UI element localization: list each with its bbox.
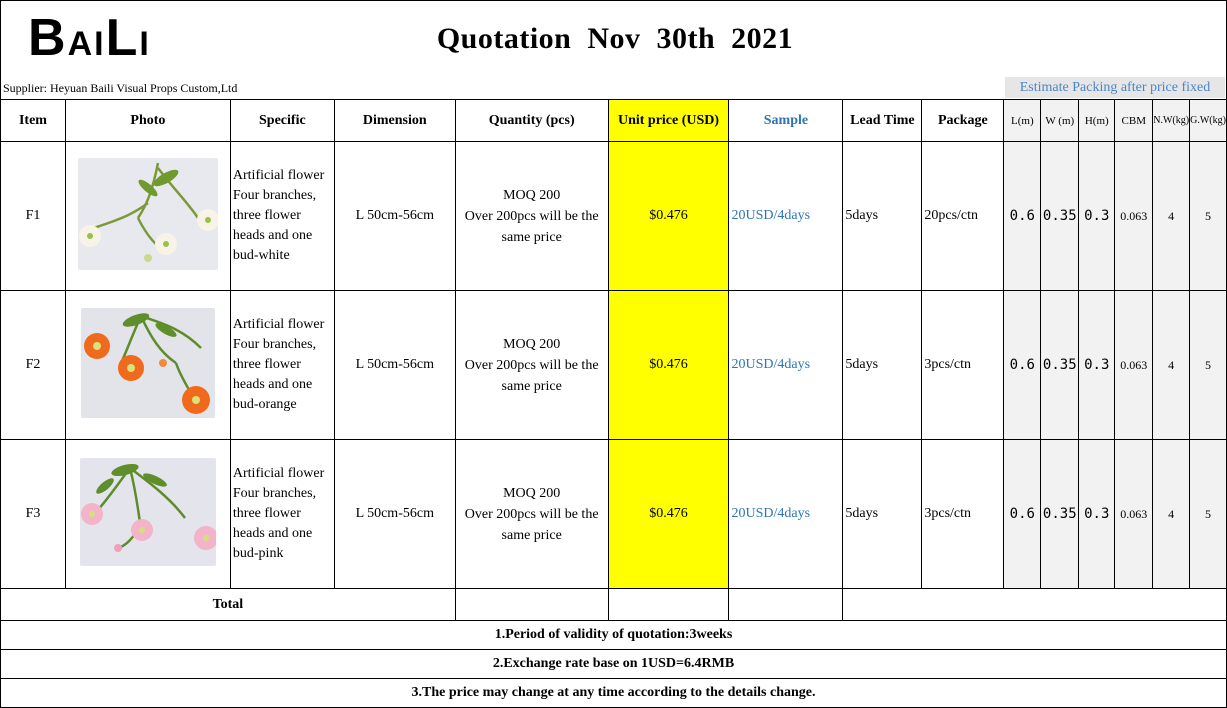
total-row bbox=[1, 589, 1227, 621]
package-value: 3pcs/ctn bbox=[922, 291, 1004, 440]
header-lead-time: Lead Time bbox=[843, 100, 922, 142]
header-unit-price: Unit price (USD) bbox=[608, 100, 729, 142]
page-title: Quotation Nov 30th 2021 bbox=[436, 22, 794, 55]
flower-photo bbox=[80, 458, 216, 566]
quantity-value: MOQ 200 Over 200pcs will be the same price bbox=[455, 291, 608, 440]
header-package: Package bbox=[922, 100, 1004, 142]
header-length: L(m) bbox=[1004, 100, 1041, 142]
quantity-value: MOQ 200 Over 200pcs will be the same price bbox=[455, 142, 608, 291]
header-quantity: Quantity (pcs) bbox=[455, 100, 608, 142]
net-weight-value: 4 bbox=[1153, 291, 1190, 440]
header-sample: Sample bbox=[729, 100, 843, 142]
quotation-table bbox=[0, 99, 1227, 708]
gross-weight-value: 5 bbox=[1190, 142, 1227, 291]
sample-value: 20USD/4days bbox=[729, 440, 843, 589]
header-item: Item bbox=[1, 100, 66, 142]
width-value: 0.35 bbox=[1041, 142, 1079, 291]
baili-logo: BAILI bbox=[28, 9, 151, 67]
dimension-value: L 50cm-56cm bbox=[334, 142, 455, 291]
estimate-packing-note: Estimate Packing after price fixed bbox=[1005, 77, 1225, 98]
length-value: 0.6 bbox=[1004, 291, 1041, 440]
height-value: 0.3 bbox=[1079, 291, 1115, 440]
header-dimension: Dimension bbox=[334, 100, 455, 142]
table-row bbox=[1, 440, 1227, 589]
width-value: 0.35 bbox=[1041, 440, 1079, 589]
height-value: 0.3 bbox=[1079, 142, 1115, 291]
net-weight-value: 4 bbox=[1153, 440, 1190, 589]
gross-weight-value: 5 bbox=[1190, 440, 1227, 589]
note-price-change: 3.The price may change at any time according to the details change. bbox=[1, 679, 1227, 708]
flower-photo bbox=[81, 308, 215, 418]
table-row bbox=[1, 142, 1227, 291]
header-width: W (m) bbox=[1041, 100, 1079, 142]
height-value: 0.3 bbox=[1079, 440, 1115, 589]
note-validity: 1.Period of validity of quotation:3weeks bbox=[1, 621, 1227, 650]
total-price-cell bbox=[608, 589, 729, 621]
table-row bbox=[1, 291, 1227, 440]
total-sample-cell bbox=[729, 589, 843, 621]
sample-value: 20USD/4days bbox=[729, 291, 843, 440]
gross-weight-value: 5 bbox=[1190, 291, 1227, 440]
total-rest-cell bbox=[843, 589, 1227, 621]
note-row bbox=[1, 679, 1227, 708]
item-code: F1 bbox=[1, 142, 66, 291]
header-row bbox=[1, 100, 1227, 142]
package-value: 3pcs/ctn bbox=[922, 440, 1004, 589]
length-value: 0.6 bbox=[1004, 440, 1041, 589]
package-value: 20pcs/ctn bbox=[922, 142, 1004, 291]
sample-value: 20USD/4days bbox=[729, 142, 843, 291]
spec-text: Artificial flower Four branches, three flower heads and one bud-pink bbox=[230, 440, 334, 589]
product-photo bbox=[65, 291, 230, 440]
total-quantity-cell bbox=[455, 589, 608, 621]
dimension-value: L 50cm-56cm bbox=[334, 291, 455, 440]
width-value: 0.35 bbox=[1041, 291, 1079, 440]
flower-photo bbox=[78, 158, 218, 270]
header-height: H(m) bbox=[1079, 100, 1115, 142]
length-value: 0.6 bbox=[1004, 142, 1041, 291]
unit-price-value: $0.476 bbox=[608, 291, 729, 440]
quantity-value: MOQ 200 Over 200pcs will be the same price bbox=[455, 440, 608, 589]
lead-time-value: 5days bbox=[843, 440, 922, 589]
spec-text: Artificial flower Four branches, three flower heads and one bud-orange bbox=[230, 291, 334, 440]
unit-price-value: $0.476 bbox=[608, 142, 729, 291]
supplier-label: Supplier: Heyuan Baili Visual Props Custom,Ltd bbox=[3, 81, 238, 95]
lead-time-value: 5days bbox=[843, 291, 922, 440]
product-photo bbox=[65, 142, 230, 291]
item-code: F3 bbox=[1, 440, 66, 589]
header-photo: Photo bbox=[65, 100, 230, 142]
note-row bbox=[1, 621, 1227, 650]
header-cbm: CBM bbox=[1115, 100, 1153, 142]
note-row bbox=[1, 650, 1227, 679]
cbm-value: 0.063 bbox=[1115, 291, 1153, 440]
total-label: Total bbox=[1, 589, 456, 621]
item-code: F2 bbox=[1, 291, 66, 440]
unit-price-value: $0.476 bbox=[608, 440, 729, 589]
net-weight-value: 4 bbox=[1153, 142, 1190, 291]
header-specific: Specific bbox=[230, 100, 334, 142]
note-exchange-rate: 2.Exchange rate base on 1USD=6.4RMB bbox=[1, 650, 1227, 679]
cbm-value: 0.063 bbox=[1115, 440, 1153, 589]
header-gross-weight: G.W(kg) bbox=[1190, 100, 1227, 142]
product-photo bbox=[65, 440, 230, 589]
lead-time-value: 5days bbox=[843, 142, 922, 291]
header-net-weight: N.W(kg) bbox=[1153, 100, 1190, 142]
cbm-value: 0.063 bbox=[1115, 142, 1153, 291]
dimension-value: L 50cm-56cm bbox=[334, 440, 455, 589]
spec-text: Artificial flower Four branches, three flower heads and one bud-white bbox=[230, 142, 334, 291]
